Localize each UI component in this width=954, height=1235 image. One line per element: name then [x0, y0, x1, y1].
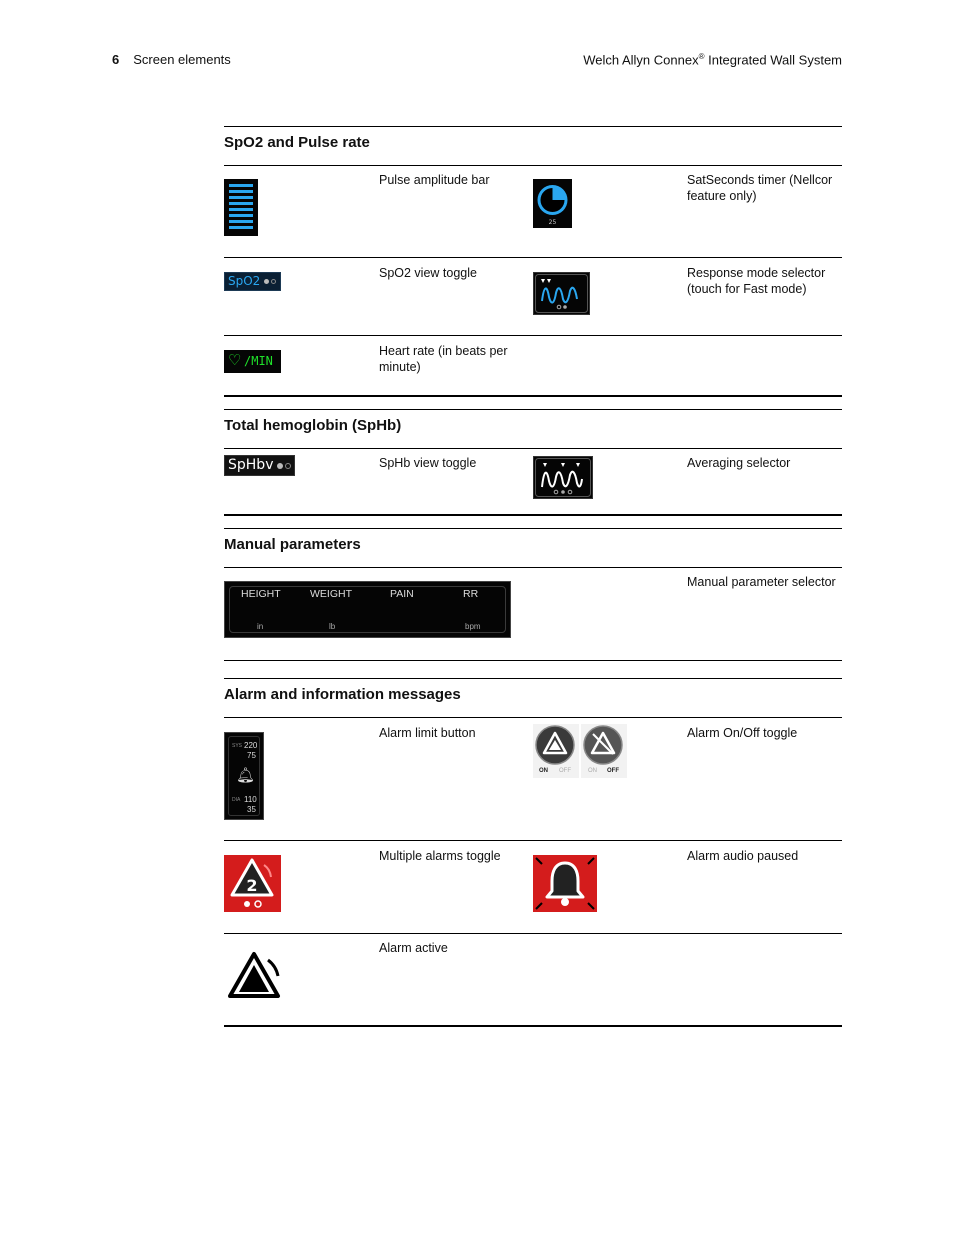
- label-sphb-toggle: SpHb view toggle: [379, 456, 477, 470]
- pulse-bar-segment: [229, 208, 253, 211]
- alarm-active-icon: [224, 948, 284, 1002]
- section-title-manual: Manual parameters: [224, 536, 361, 553]
- pulse-bar-segment: [229, 202, 253, 205]
- alarm-on-icon: ON OFF: [533, 724, 579, 778]
- divider: [224, 567, 842, 568]
- label-response-mode: Response mode selector (touch for Fast mode): [687, 266, 826, 296]
- label-alarm-limit: Alarm limit button: [379, 726, 476, 740]
- pulse-bar-segment: [229, 226, 253, 229]
- label-averaging: Averaging selector: [687, 456, 791, 470]
- divider: [224, 514, 842, 516]
- manual-parameter-panel: HEIGHT in WEIGHT lb PAIN RR bpm: [224, 581, 511, 638]
- divider: [224, 126, 842, 127]
- satseconds-timer-icon: [533, 179, 572, 228]
- divider: [224, 409, 842, 410]
- svg-text:2: 2: [246, 876, 258, 895]
- section-name: Screen elements: [133, 52, 231, 67]
- alarm-off-icon: ON OFF: [581, 724, 627, 778]
- section-title-sphb: Total hemoglobin (SpHb): [224, 417, 402, 434]
- response-mode-selector-icon: [533, 272, 590, 315]
- heart-icon: ♡: [228, 352, 242, 369]
- divider: [224, 257, 842, 258]
- document-title: Welch Allyn Connex® Integrated Wall System: [583, 52, 842, 68]
- label-spo2-toggle: SpO2 view toggle: [379, 266, 477, 280]
- divider: [224, 335, 842, 336]
- divider: [224, 840, 842, 841]
- pulse-bar-segment: [229, 214, 253, 217]
- label-audio-paused: Alarm audio paused: [687, 849, 799, 863]
- pulse-amplitude-bar-icon: [224, 179, 258, 236]
- multiple-alarms-toggle-icon: [224, 855, 281, 912]
- spo2-view-toggle-icon: SpO2: [224, 272, 281, 291]
- label-pulse-amplitude: Pulse amplitude bar: [379, 173, 490, 187]
- label-satseconds: SatSeconds timer (Nellcor feature only): [687, 173, 833, 203]
- label-alarm-active: Alarm active: [379, 941, 448, 955]
- divider: [224, 933, 842, 934]
- section-title-alarm: Alarm and information messages: [224, 686, 461, 703]
- svg-text:25: 25: [548, 219, 557, 226]
- alarm-audio-paused-icon: [533, 855, 597, 912]
- label-multiple-alarms: Multiple alarms toggle: [379, 849, 501, 863]
- averaging-selector-icon: [533, 456, 593, 499]
- divider: [224, 165, 842, 166]
- section-title-spo2: SpO2 and Pulse rate: [224, 134, 370, 151]
- page-number: 6: [112, 52, 120, 67]
- alarm-limit-button-icon: SYS 220 75 🔔︎ DIA 110 35: [224, 732, 264, 820]
- label-heart-rate: Heart rate (in beats per minute): [379, 344, 508, 374]
- pulse-bar-segment: [229, 196, 253, 199]
- page-header-left: [112, 52, 231, 67]
- pulse-bar-segment: [229, 184, 253, 187]
- label-manual-selector: Manual parameter selector: [687, 575, 836, 589]
- divider: [224, 1025, 842, 1027]
- divider: [224, 395, 842, 397]
- divider: [224, 448, 842, 449]
- divider: [224, 678, 842, 679]
- divider: [224, 717, 842, 718]
- divider: [224, 528, 842, 529]
- label-alarm-onoff: Alarm On/Off toggle: [687, 726, 798, 740]
- pulse-bar-segment: [229, 220, 253, 223]
- bell-icon: 🔔︎: [236, 767, 256, 784]
- pulse-bar-segment: [229, 190, 253, 193]
- divider: [224, 660, 842, 661]
- sphb-view-toggle-icon: SpHbv: [224, 455, 295, 476]
- heart-rate-icon: ♡ /MIN: [224, 350, 281, 373]
